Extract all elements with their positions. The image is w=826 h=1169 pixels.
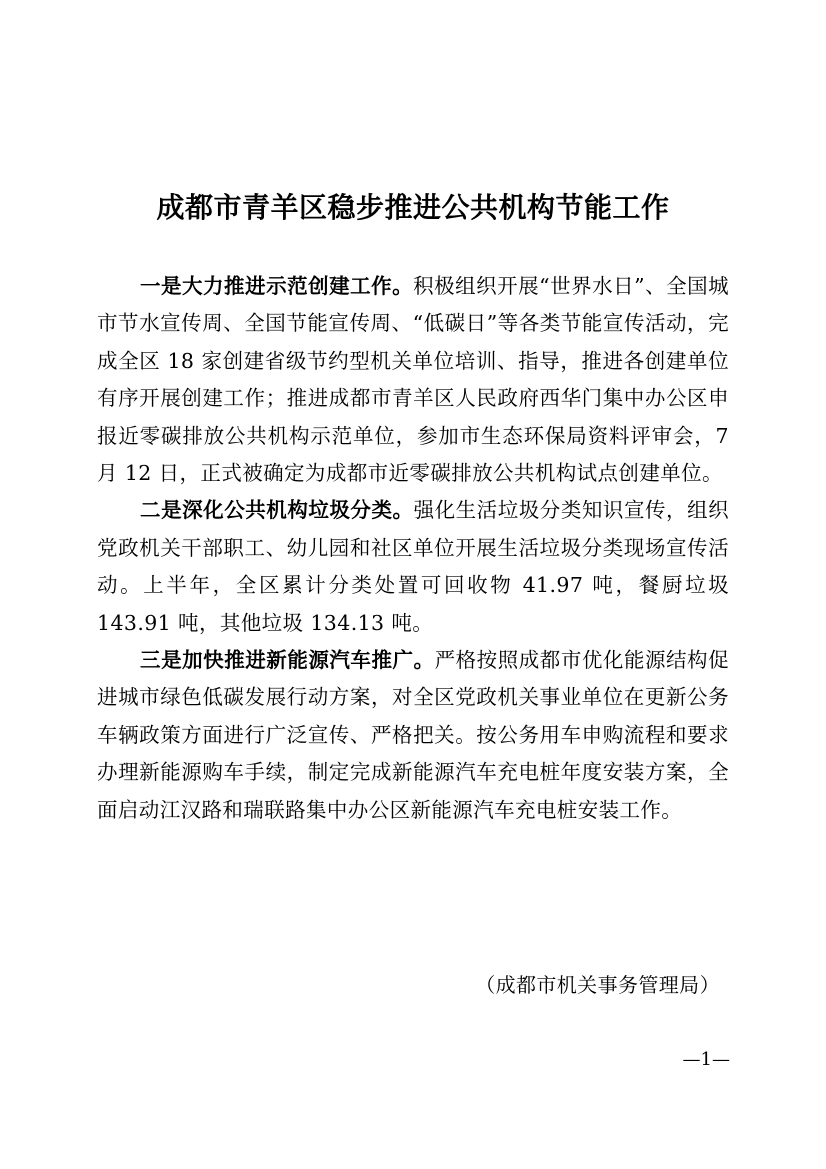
- paragraph-lead: 一是大力推进示范创建工作。: [140, 274, 414, 298]
- document-title: 成都市青羊区稳步推进公共机构节能工作: [156, 191, 670, 224]
- paragraph-demonstration-creation: [97, 268, 729, 492]
- page-number: —1—: [682, 1049, 730, 1070]
- paragraph-text: 严格按照成都市优化能源结构促进城市绿色低碳发展行动方案，对全区党政机关事业单位在更新公务车辆政策方面进行广泛宣传、严格把关。按公务用车申购流程和要求办理新能源购车手续，制定完成新能源汽车充电桩年度安装方案，全面启动江汉路和瑞联路集中办公区新能源汽车充电桩安装工作。: [97, 648, 729, 822]
- document-signature: （成都市机关事务管理局）: [475, 973, 720, 997]
- paragraph-new-energy-vehicles: [97, 642, 729, 829]
- paragraph-garbage-sorting: [97, 492, 729, 642]
- paragraph-text: 积极组织开展“世界水日”、全国城市节水宣传周、全国节能宣传周、“低碳日”等各类节能宣传活动，完成全区 18 家创建省级节约型机关单位培训、指导，推进各创建单位有序开展创建工作；推进成都市青羊区人民政府西华门集中办公区申报近零碳排放公共机构示范单位，参加市生态环保局资料评审会，7 月 12 日，正式被确定为成都市近零碳排放公共机构试点创建单位。: [97, 274, 729, 486]
- paragraph-lead: 三是加快推进新能源汽车推广。: [140, 648, 435, 673]
- paragraph-lead: 二是深化公共机构垃圾分类。: [140, 498, 414, 523]
- document-body: [97, 268, 729, 829]
- paragraph-text: 强化生活垃圾分类知识宣传，组织党政机关干部职工、幼儿园和社区单位开展生活垃圾分类现场宣传活动。上半年，全区累计分类处置可回收物 41.97 吨，餐厨垃圾 143.91 吨，其他垃圾 134.13 吨。: [97, 498, 730, 635]
